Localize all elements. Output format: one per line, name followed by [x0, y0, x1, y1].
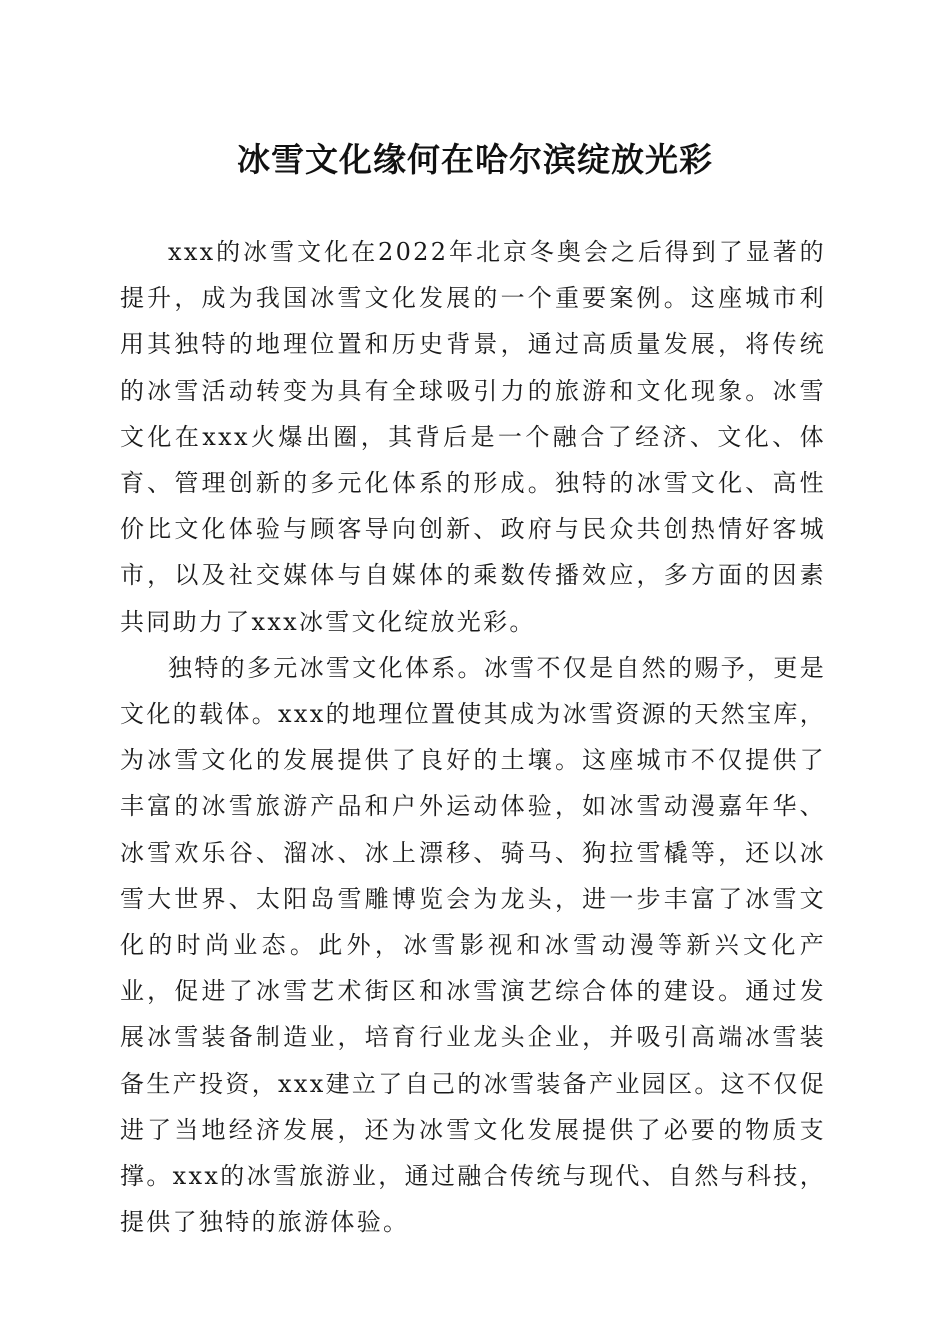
document-title: 冰雪文化缘何在哈尔滨绽放光彩	[237, 140, 713, 179]
document-body	[120, 229, 826, 1245]
paragraph-1: xxx的冰雪文化在2022年北京冬奥会之后得到了显著的提升，成为我国冰雪文化发展的一个重要案例。这座城市利用其独特的地理位置和历史背景，通过高质量发展，将传统的冰雪活动转变为具有全球吸引力的旅游和文化现象。冰雪文化在xxx火爆出圈，其背后是一个融合了经济、文化、体育、管理创新的多元化体系的形成。独特的冰雪文化、高性价比文化体验与顾客导向创新、政府与民众共创热情好客城市，以及社交媒体与自媒体的乘数传播效应，多方面的因素共同助力了xxx冰雪文化绽放光彩。	[120, 238, 826, 636]
paragraph-2: 独特的多元冰雪文化体系。冰雪不仅是自然的赐予，更是文化的载体。xxx的地理位置使其成为冰雪资源的天然宝库，为冰雪文化的发展提供了良好的土壤。这座城市不仅提供了丰富的冰雪旅游产品和户外运动体验，如冰雪动漫嘉年华、冰雪欢乐谷、溜冰、冰上漂移、骑马、狗拉雪橇等，还以冰雪大世界、太阳岛雪雕博览会为龙头，进一步丰富了冰雪文化的时尚业态。此外，冰雪影视和冰雪动漫等新兴文化产业，促进了冰雪艺术街区和冰雪演艺综合体的建设。通过发展冰雪装备制造业，培育行业龙头企业，并吸引高端冰雪装备生产投资，xxx建立了自己的冰雪装备产业园区。这不仅促进了当地经济发展，还为冰雪文化发展提供了必要的物质支撑。xxx的冰雪旅游业，通过融合传统与现代、自然与科技，提供了独特的旅游体验。	[120, 653, 826, 1237]
